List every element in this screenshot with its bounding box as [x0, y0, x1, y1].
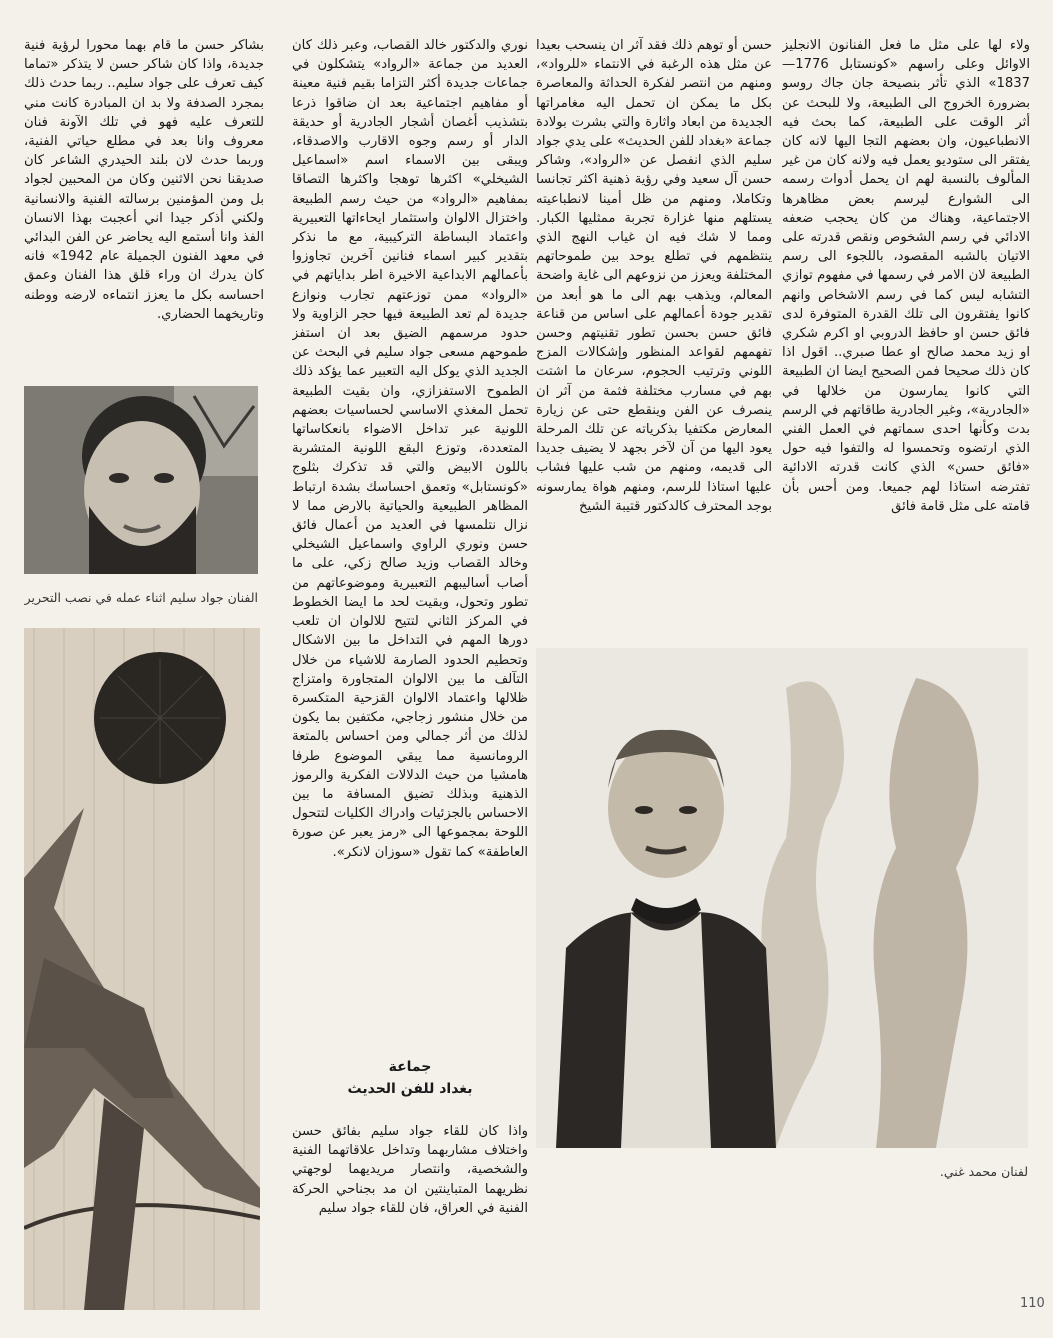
- section-heading: [292, 1056, 528, 1100]
- article-column-2: [536, 36, 772, 636]
- article-column-4: [24, 36, 264, 382]
- column-text: ولاء لها على مثل ما فعل الفنانون الانجليز الاوائل وعلى راسهم «كونستابل 1776—1837» الذي تأثر بنصيحة جان جاك روسو بضرورة الخروج الى الطبيعة، ولا للبحث عن أثر الوقت على الطبيعة، كما بحث فيه الانطباعيون، وان بعضهم التجا اليها لانه كان يفتقر الى ستوديو يعمل فيه ولانه كان من غير المألوف بالنسبة لهم ان يحمل أدوات رسمه الى الشوارع ليرسم بعض مظاهرها الاجتماعية، وهناك من كان يحجب ضعفه الادائي في رسم الشخوص ونقص قدرته على الاتيان بالشبه المقصود، باللجوء الى رسم الطبيعة لان الامر في رسمها في مفهوم توازي التشابه ليس كما في رسم الاشخاص وانهم كانوا يفتقرون الى تلك القدرة المتوفرة لدى فائق حسن او حافظ الدروبي او اكرم شكري او زيد محمد صالح او عطا صبري.. اقول اذا كان ذلك صحيحا فمن الصحيح ايضا ان الطبيعة التي كانوا يمارسون من خلالها في «الجادرية»، وغير الجادرية طاقاتهم في الرسم بدت وكأنها احدى سماتهم في العمل الفني الذي ارتضوه وتحمسوا له والتفوا فيه حول «فائق حسن» الذي كانت قدرته الادائية تفترضه استاذا لهم جميعا. ومن أحس بأن قامته على مثل قامة فائق: [782, 38, 1030, 514]
- page-number: 110: [1020, 1296, 1045, 1311]
- article-column-3-continued: [292, 1122, 528, 1272]
- section-heading-line-1: جماعة: [388, 1059, 432, 1075]
- artwork-relief-image: [24, 628, 260, 1310]
- photo-caption-ghani: لفنان محمد غني.: [939, 1164, 1028, 1179]
- photo-caption-jawad: الفنان جواد سليم اثناء عمله في نصب التحرير: [24, 590, 258, 605]
- column-text: حسن أو توهم ذلك فقد آثر ان ينسحب بعيدا عن مثل هذه الرغبة في الانتماء «للرواد»، ومنهم من انتصر لفكرة الحداثة والمعاصرة بكل ما يمكن ان تحمل اليه مغامراتها الجديدة من ابعاد واثارة والتي بشرت بولادة جماعة «بغداد للفن الحديث» على يدي جواد سليم الذي انفصل عن «الرواد»، وشاكر حسن آل سعيد وفي رؤية ذهنية اكثر تجانسا وتكاملا، ومنهم من ظل أمينا لانطباعيته يستلهم منها غزارة تجربة ممثليها الكبار. ومما لا شك فيه ان غياب النهج الذي ينتظمهم في تطلع يوحد بين طموحاتهم المختلفة ويعزز من نزوعهم الى غاية واضحة المعالم، ويذهب بهم الى ما هو أبعد من تقدير جودة أعمالهم على اساس من قناعة فائق حسن بحسن تطور تقنيتهم وحسن تفهمهم لقواعد المنظور وإشكالات المزج اللوني وترتيب الحجوم، سرعان ما اشتت بهم في مسارب مختلفة فثمة من آثر ان ينصرف عن الفن وينقطع حتى عن زيارة المعارض مكتفيا بذكرياته عن تلك المرحلة يعود اليها من آن لآخر بجهد لا يضيف جديدا الى قديمه، ومنهم من شب عليها فشاب عليها استاذا للرسم، ومنهم هواة يمارسونه بوجد المحترف كالدكتور قتيبة الشيخ: [536, 38, 772, 514]
- column-text: واذا كان للقاء جواد سليم بفائق حسن واختلاف مشاربهما وتداخل علاقاتهما الفنية والشخصية، وانتصار مريديهما لوجهتي نظريهما المتباينتين ان مد بجناحي الحركة الفنية في العراق، فان للقاء جواد سليم: [292, 1124, 528, 1216]
- article-column-1: [782, 36, 1030, 636]
- section-heading-line-2: بغداد للفن الحديث: [347, 1081, 473, 1097]
- photo-jawad-salim: [24, 386, 258, 574]
- article-column-3: [292, 36, 528, 1056]
- column-text: بشاكر حسن ما قام بهما محورا لرؤية فنية جديدة، واذا كان شاكر حسن لا يتذكر «تماما كيف تعرف على جواد سليم.. ربما حدث ذلك بمجرد الصدفة ولا بد ان المبادرة كانت مني للتعرف عليه فهو في تلك الآونة فنان معروف وانا بعد في مطلع حياتي الفنية، وربما حدث لان بلند الحيدري الشاعر كان صديقنا نحن الاثنين وكان من المحبين لجواد بل ومن المؤمنين برسالته الفنية والانسانية ولكني أذكر جيدا اني أعجبت بهذا الانسان الفذ وانا أستمع اليه يحاضر عن الفن البدائي في معهد الفنون الجميلة عام 1942» فانه كان يدرك ان وراء قلق هذا الفنان وعمق احساسه بكل ما يعزز انتماءه لارضه ووطنه وتاريخهما الحضاري.: [24, 38, 264, 322]
- photo-mohammed-ghani: [536, 648, 1028, 1148]
- column-text: نوري والدكتور خالد القصاب، وعبر ذلك كان العديد من جماعة «الرواد» يتشكلون في جماعات جديدة أكثر التزاما بقيم فنية معينة أو مفاهيم اجتماعية بعد ان ضاقوا ذرعا بتشذيب أغصان أشجار الجادرية أو حديقة الدار أو رسم وجوه الاقارب والاصدقاء، ويبقى بين الاسماء اسم «اسماعيل الشيخلي» اكثرها توهجا واكثرها التصاقا بمفاهيم «الرواد» من حيث رسم الطبيعة واختزال الالوان واستثمار ايحاءاتها التعبيرية واعتماد البساطة التركيبية، مع ما نذكر بتقدير كبير اسماء فنانين آخرين تجاوزوا بأعمالهم الابداعية الاخيرة اطر بداياتهم في «الرواد» ممن توزعتهم تجارب ونوازع جديدة لم تعد الطبيعة فيها حجر الزاوية ولا حدود مرسمهم الضيق بعد ان استفز طموحهم مسعى جواد سليم في البحث عن الجديد الذي يوكل اليه التعبير عما يؤكد ذلك الطموح الاستفزازي، وان بقيت الطبيعة تحمل المغذي الاساسي لحساسيات بعضهم اللونية عبر تداخل الاضواء بانعكاساتها المتعددة، وتوزع البقع اللونية المتشربة باللون الابيض والتي قد تذكرك بثلوج «كونستابل» وتعمق احساسك بشدة ارتباط المظاهر الطبيعية والحياتية بالارض مما لا نزال نتلمسها في العديد من أعمال فائق حسن ونوري الراوي واسماعيل الشيخلي وخالد القصاب وزيد صالح زكي، على ما أصاب أساليبهم التعبيرية وموضوعاتهم من تطور وتحول، وبقيت لحد ما ايضا الخطوط في المركز الثاني لتتيح للالوان ان تلعب دورها المهم في التداخل ما بين الاشكال وتحطيم الحدود الصارمة للاشياء من خلال التآلف ما بين الالوان المتجاورة وامتزاج ظلالها واعتماد الالوان القزحية المتكسرة من خلال منشور زجاجي، مكتفين بما يكون لذلك من أثر جمالي ومن احساس بالمتعة الرومانسية مما يبقي الموضوع طرفا هامشيا من حيث الدلالات الفكرية والرموز الذهنية وبذلك تضيق المسافة ما بين الاحساس بالجزئيات وادراك الكليات لتتحول اللوحة بمجموعها الى «رمز يعبر عن صورة العاطفة» كما تقول «سوزان لانكر».: [292, 38, 528, 860]
